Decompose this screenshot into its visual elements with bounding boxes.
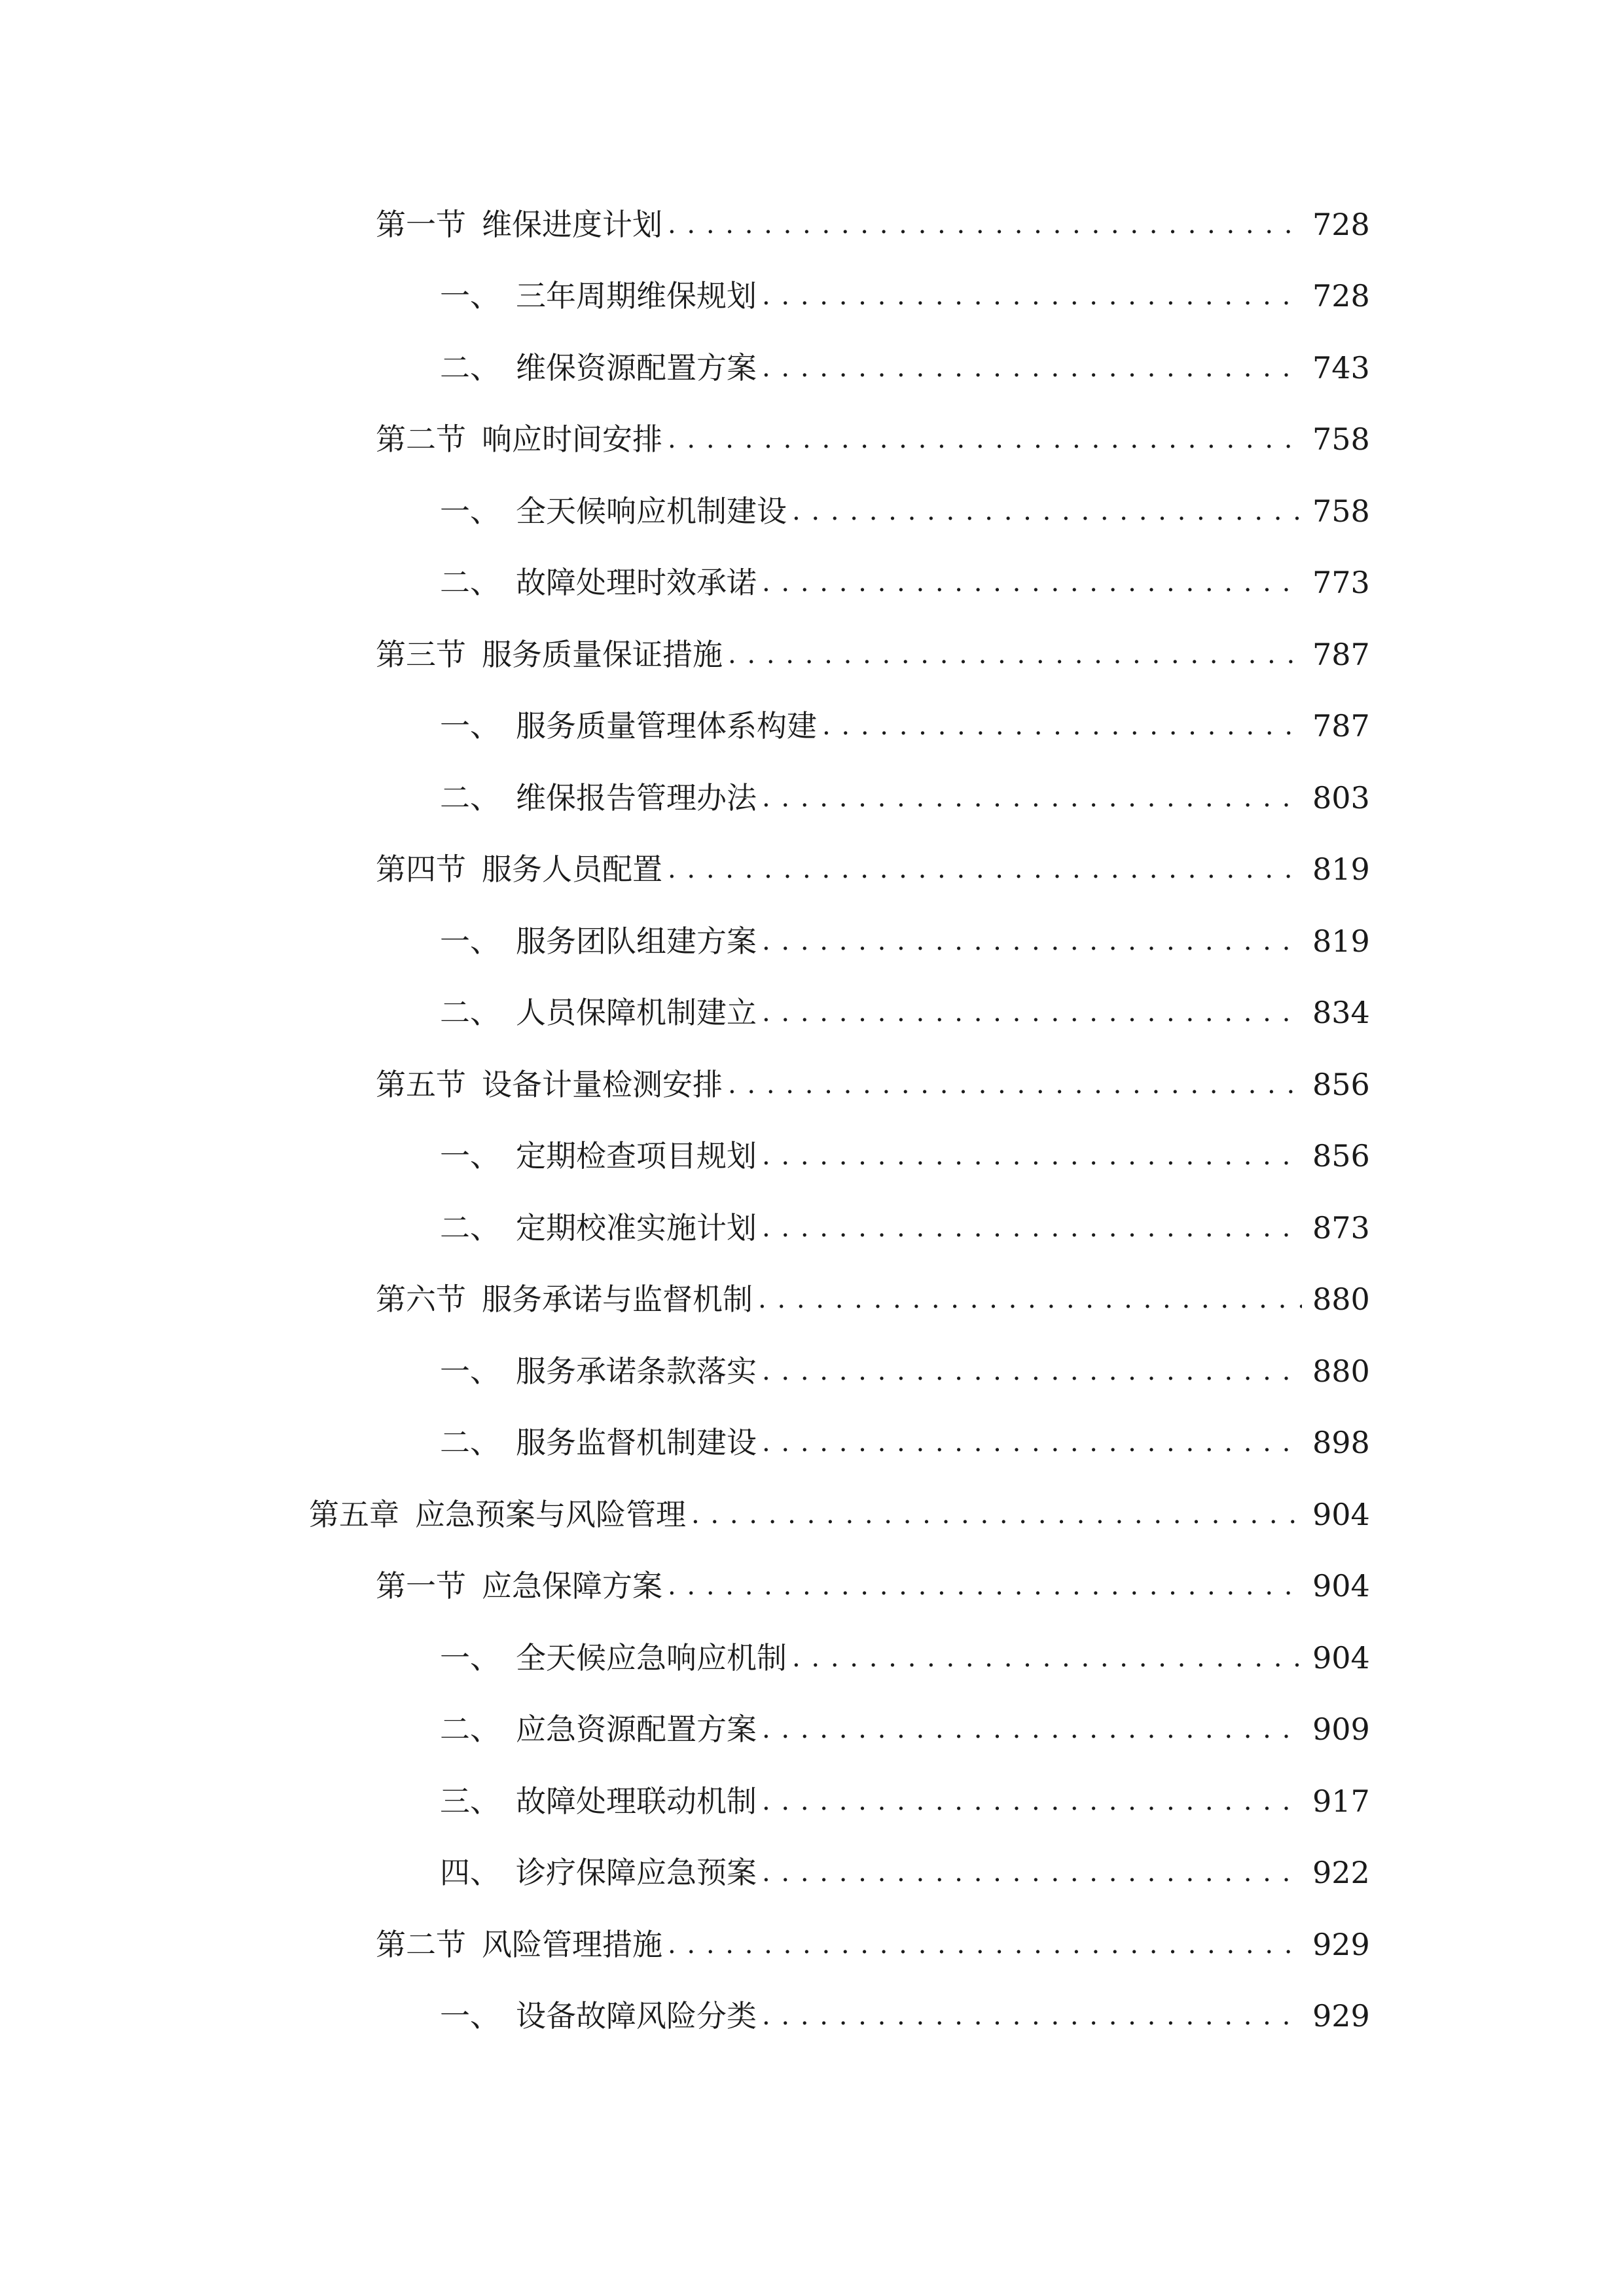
toc-entry-page-number: 787 — [1312, 708, 1370, 744]
dot-leader — [728, 639, 1302, 670]
dot-leader — [668, 1571, 1302, 1601]
toc-entry[interactable] — [0, 1407, 1624, 1479]
toc-entry-title: 故障处理联动机制 — [516, 1783, 757, 1819]
toc-entry[interactable] — [0, 1264, 1624, 1336]
toc-entry[interactable] — [0, 332, 1624, 404]
toc-entry[interactable] — [0, 1765, 1624, 1837]
toc-entry-title: 人员保障机制建立 — [516, 995, 757, 1031]
toc-entry[interactable] — [0, 260, 1624, 332]
toc-entry-number: 一、 — [440, 1138, 500, 1174]
dot-leader — [762, 567, 1302, 598]
toc-entry-title: 服务人员配置 — [482, 852, 662, 888]
toc-entry[interactable] — [0, 1479, 1624, 1551]
toc-entry-number: 第一节 — [376, 206, 466, 242]
toc-entry-number: 第六节 — [376, 1282, 466, 1318]
toc-entry-number: 第五章 — [309, 1496, 399, 1532]
toc-entry-number: 一、 — [440, 1640, 500, 1676]
dot-leader — [668, 209, 1302, 240]
dot-leader — [762, 1356, 1302, 1386]
toc-entry-title: 故障处理时效承诺 — [516, 565, 757, 601]
toc-entry-title: 维保报告管理办法 — [516, 780, 757, 816]
toc-entry-page-number: 728 — [1312, 278, 1370, 314]
toc-entry-page-number: 880 — [1312, 1282, 1370, 1318]
toc-entry-title: 三年周期维保规划 — [516, 278, 757, 314]
dot-leader — [762, 1213, 1302, 1243]
toc-entry-number: 二、 — [440, 1425, 500, 1461]
toc-entry-number: 一、 — [440, 923, 500, 959]
toc-entry-title: 定期检查项目规划 — [516, 1138, 757, 1174]
dot-leader — [762, 1714, 1302, 1744]
dot-leader — [792, 496, 1302, 526]
toc-entry-page-number: 773 — [1312, 565, 1370, 601]
toc-entry-page-number: 873 — [1312, 1210, 1370, 1246]
toc-entry[interactable] — [0, 1837, 1624, 1909]
toc-entry-number: 二、 — [440, 350, 500, 386]
dot-leader — [762, 2001, 1302, 2031]
toc-entry[interactable] — [0, 547, 1624, 619]
toc-entry-page-number: 856 — [1312, 1066, 1370, 1102]
toc-entry-page-number: 917 — [1312, 1783, 1370, 1819]
toc-entry-title: 响应时间安排 — [482, 422, 662, 457]
toc-entry-page-number: 728 — [1312, 206, 1370, 242]
dot-leader — [668, 1929, 1302, 1960]
toc-entry[interactable] — [0, 1049, 1624, 1121]
toc-entry[interactable] — [0, 404, 1624, 476]
toc-entry-title: 风险管理措施 — [482, 1926, 662, 1962]
toc-entry-title: 全天候应急响应机制 — [516, 1640, 787, 1676]
toc-entry[interactable] — [0, 1192, 1624, 1264]
toc-entry-title: 服务监督机制建设 — [516, 1425, 757, 1461]
toc-entry-page-number: 856 — [1312, 1138, 1370, 1174]
toc-entry-number: 四、 — [440, 1855, 500, 1891]
dot-leader — [668, 424, 1302, 454]
dot-leader — [762, 997, 1302, 1028]
toc-entry-number: 一、 — [440, 278, 500, 314]
toc-entry-page-number: 819 — [1312, 923, 1370, 959]
toc-entry[interactable] — [0, 1551, 1624, 1623]
toc-entry[interactable] — [0, 834, 1624, 906]
toc-entry-title: 服务团队组建方案 — [516, 923, 757, 959]
dot-leader — [762, 281, 1302, 311]
toc-entry-page-number: 909 — [1312, 1712, 1370, 1748]
toc-entry-number: 第二节 — [376, 422, 466, 457]
table-of-contents — [0, 188, 1624, 2052]
toc-entry[interactable] — [0, 691, 1624, 762]
toc-entry-title: 设备计量检测安排 — [482, 1066, 723, 1102]
dot-leader — [668, 854, 1302, 884]
dot-leader — [691, 1499, 1302, 1530]
dot-leader — [762, 353, 1302, 383]
toc-entry-number: 第二节 — [376, 1926, 466, 1962]
toc-entry-title: 服务承诺与监督机制 — [482, 1282, 753, 1318]
toc-entry-page-number: 787 — [1312, 636, 1370, 672]
toc-entry-title: 服务质量管理体系构建 — [516, 708, 817, 744]
toc-entry-number: 第五节 — [376, 1066, 466, 1102]
dot-leader — [762, 1786, 1302, 1816]
toc-entry[interactable] — [0, 188, 1624, 260]
toc-entry-page-number: 904 — [1312, 1640, 1370, 1676]
toc-entry-number: 一、 — [440, 1998, 500, 2034]
toc-entry-page-number: 803 — [1312, 780, 1370, 816]
dot-leader — [792, 1643, 1302, 1673]
toc-entry-title: 维保资源配置方案 — [516, 350, 757, 386]
toc-entry-page-number: 743 — [1312, 350, 1370, 386]
toc-entry-page-number: 898 — [1312, 1425, 1370, 1461]
toc-entry-title: 维保进度计划 — [482, 206, 662, 242]
toc-entry-number: 一、 — [440, 493, 500, 529]
toc-entry[interactable] — [0, 977, 1624, 1049]
toc-entry[interactable] — [0, 475, 1624, 547]
dot-leader — [822, 711, 1302, 741]
dot-leader — [728, 1069, 1302, 1100]
toc-entry-number: 二、 — [440, 565, 500, 601]
toc-entry-title: 全天候响应机制建设 — [516, 493, 787, 529]
toc-entry-page-number: 834 — [1312, 995, 1370, 1031]
toc-entry[interactable] — [0, 1335, 1624, 1407]
toc-entry-title: 诊疗保障应急预案 — [516, 1855, 757, 1891]
toc-entry[interactable] — [0, 1981, 1624, 2053]
toc-entry-number: 二、 — [440, 1712, 500, 1748]
toc-entry[interactable] — [0, 1694, 1624, 1766]
toc-entry-number: 第四节 — [376, 852, 466, 888]
toc-entry-number: 二、 — [440, 780, 500, 816]
toc-entry-number: 第一节 — [376, 1568, 466, 1604]
toc-entry-page-number: 922 — [1312, 1855, 1370, 1891]
toc-entry-page-number: 880 — [1312, 1353, 1370, 1389]
toc-entry-title: 定期校准实施计划 — [516, 1210, 757, 1246]
toc-entry-page-number: 758 — [1312, 493, 1370, 529]
toc-entry-page-number: 929 — [1312, 1926, 1370, 1962]
dot-leader — [762, 1857, 1302, 1888]
toc-entry-number: 二、 — [440, 1210, 500, 1246]
toc-entry[interactable] — [0, 1909, 1624, 1981]
toc-entry-page-number: 819 — [1312, 852, 1370, 888]
dot-leader — [758, 1284, 1302, 1314]
dot-leader — [762, 926, 1302, 956]
dot-leader — [762, 1427, 1302, 1458]
dot-leader — [762, 1141, 1302, 1171]
dot-leader — [762, 783, 1302, 813]
toc-entry-page-number: 904 — [1312, 1568, 1370, 1604]
toc-entry-number: 二、 — [440, 995, 500, 1031]
toc-entry-number: 一、 — [440, 708, 500, 744]
toc-entry-number: 三、 — [440, 1783, 500, 1819]
toc-entry-page-number: 929 — [1312, 1998, 1370, 2034]
toc-entry-page-number: 904 — [1312, 1496, 1370, 1532]
toc-entry-title: 设备故障风险分类 — [516, 1998, 757, 2034]
toc-entry[interactable] — [0, 1121, 1624, 1193]
toc-entry-title: 服务质量保证措施 — [482, 636, 723, 672]
toc-entry-title: 应急预案与风险管理 — [415, 1496, 686, 1532]
toc-entry-number: 一、 — [440, 1353, 500, 1389]
toc-entry-title: 服务承诺条款落实 — [516, 1353, 757, 1389]
toc-entry[interactable] — [0, 905, 1624, 977]
toc-entry[interactable] — [0, 1622, 1624, 1694]
toc-entry-number: 第三节 — [376, 636, 466, 672]
toc-entry[interactable] — [0, 762, 1624, 834]
toc-entry-title: 应急资源配置方案 — [516, 1712, 757, 1748]
toc-entry[interactable] — [0, 619, 1624, 691]
toc-entry-title: 应急保障方案 — [482, 1568, 662, 1604]
toc-entry-page-number: 758 — [1312, 422, 1370, 457]
